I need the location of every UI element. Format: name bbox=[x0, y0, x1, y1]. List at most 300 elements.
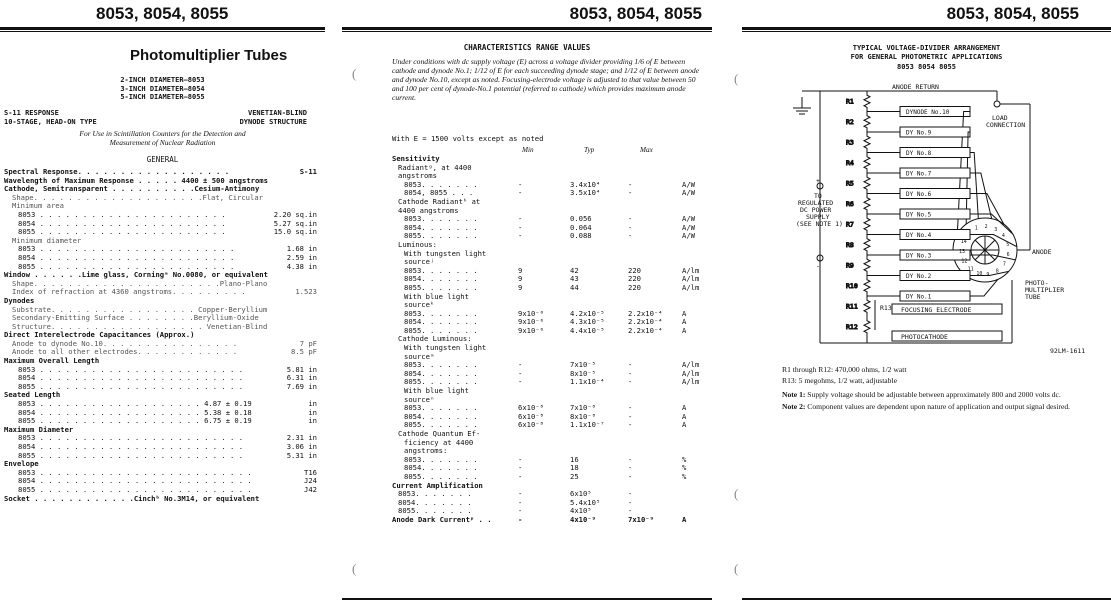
pin-number: 11 bbox=[967, 266, 974, 273]
typ-value: 4.3x10⁻⁵ bbox=[570, 317, 605, 327]
resistor-label: R1 bbox=[846, 97, 854, 106]
row-label: 8054. . . . . . . bbox=[404, 222, 478, 232]
header-rule-thin bbox=[342, 31, 712, 32]
spec-label: 8053 . . . . . . . . . . . . . . . . . . . . . . . . . bbox=[18, 467, 252, 477]
plus-label: + bbox=[816, 177, 820, 185]
diameter-item: 2-INCH DIAMETER—8053 bbox=[120, 76, 205, 84]
focusing-label: FOCUSING ELECTRODE bbox=[901, 306, 972, 314]
dynode-label: DY No.7 bbox=[906, 170, 932, 178]
resistor-1 bbox=[864, 91, 870, 112]
row-label: 8054, 8055 . . . bbox=[404, 188, 474, 198]
pin-number: 13 bbox=[959, 248, 966, 255]
row-label: sourceⁿ bbox=[404, 394, 435, 404]
spec-value: T16 bbox=[304, 467, 317, 477]
table-row bbox=[392, 164, 712, 173]
spec-label: Minimum area bbox=[12, 201, 64, 211]
anode-label: ANODE bbox=[1032, 248, 1052, 256]
typ-value: 6x10⁵ bbox=[570, 489, 592, 499]
min-value: - bbox=[518, 489, 523, 499]
dynode-label: DY No.1 bbox=[906, 293, 932, 301]
row-label: 8054. . . . . . . bbox=[404, 317, 478, 327]
supply-label-4: SUPPLY bbox=[806, 213, 830, 221]
photocathode-label: PHOTOCATHODE bbox=[901, 333, 948, 341]
unit-value: % bbox=[682, 463, 687, 473]
row-label: 8054. . . . . . . bbox=[404, 463, 478, 473]
resistor-label: R11 bbox=[846, 302, 858, 311]
resistor-label: R7 bbox=[846, 220, 854, 229]
general-spec-list bbox=[4, 168, 321, 503]
supply-label-2: REGULATED bbox=[798, 199, 834, 207]
unit-value: A/W bbox=[682, 214, 695, 224]
spec-label: 8054 . . . . . . . . . . . . . . . . . . . . . . . . . bbox=[18, 476, 252, 486]
spec-value: in bbox=[308, 399, 317, 409]
spec-value: 3.06 in bbox=[286, 442, 317, 451]
max-value: - bbox=[628, 214, 633, 224]
resistor-9 bbox=[864, 255, 870, 276]
note-1-text: Supply voltage should be adjustable between approximately 800 and 2000 volts dc. bbox=[805, 390, 1061, 399]
dynode-label: DYNODE No.10 bbox=[906, 109, 950, 116]
spec-label: Envelope bbox=[4, 459, 39, 469]
unit-value: A/lm bbox=[682, 265, 700, 275]
row-label: 8053. . . . . . . bbox=[404, 360, 478, 370]
tube-types: 8053 8054 8055 bbox=[896, 63, 956, 72]
spec-label: Anode to all other electrodes. . . . . . . . . . . . bbox=[12, 347, 238, 357]
spec-label: 8054 . . . . . . . . . . . . . . . . . . . 5.38 ± 0.18 bbox=[18, 407, 252, 417]
typ-value: 16 bbox=[570, 454, 579, 464]
min-value: - bbox=[518, 368, 523, 378]
section-title: CHARACTERISTICS RANGE VALUES bbox=[463, 43, 591, 52]
header-rule-thin bbox=[742, 31, 1111, 32]
typ-value: 42 bbox=[570, 265, 579, 275]
row-label: sourceʲ bbox=[404, 257, 435, 267]
resistor-label: R4 bbox=[846, 158, 854, 167]
spec-value: J24 bbox=[304, 476, 317, 486]
response-line: S-11 RESPONSE bbox=[4, 109, 59, 117]
row-label: angstroms bbox=[398, 171, 437, 181]
header-rule bbox=[0, 27, 325, 30]
resistor-label: R12 bbox=[846, 322, 858, 331]
max-value: 2.2x10⁻⁴ bbox=[628, 317, 663, 327]
resistor-spec-2: R13: 5 megohms, 1/2 watt, adjustable bbox=[782, 376, 897, 385]
venetian-line: VENETIAN-BLIND bbox=[247, 109, 307, 117]
min-header: Min bbox=[522, 146, 534, 154]
max-value: - bbox=[628, 377, 633, 387]
row-label: ficiency at 4400 bbox=[404, 437, 474, 447]
footer-rule bbox=[742, 598, 1111, 600]
row-label: 4400 angstroms bbox=[398, 205, 459, 215]
row-label: 8055. . . . . . . bbox=[404, 231, 478, 241]
resistor-4 bbox=[864, 153, 870, 174]
supply-label-3: DC POWER bbox=[800, 206, 832, 214]
page-header: 8053, 8054, 8055 bbox=[946, 4, 1079, 23]
dynode-lead bbox=[970, 235, 1017, 247]
unit-value: A/lm bbox=[682, 282, 700, 292]
spec-label: Maximum Diameter bbox=[4, 424, 74, 434]
row-label: Radiantᵍ, at 4400 bbox=[398, 162, 472, 172]
max-value: - bbox=[628, 454, 633, 464]
characteristics-table bbox=[392, 155, 712, 525]
row-label: 8053. . . . . . . bbox=[404, 403, 478, 413]
section-heading: GENERAL bbox=[146, 155, 179, 164]
spec-row bbox=[4, 495, 321, 504]
supply-label-1: TO bbox=[814, 192, 822, 200]
typ-value: 0.056 bbox=[570, 214, 592, 224]
spec-label: Anode to dynode No.10. . . . . . . . . . . . . . . . bbox=[12, 338, 238, 348]
spec-label: 8055 . . . . . . . . . . . . . . . . . . . . . . . . . bbox=[18, 484, 252, 494]
table-row bbox=[392, 516, 712, 525]
spec-label: Socket . . . . . . . . . . . .Cinchᵇ No.3M14, or equivalent bbox=[4, 493, 260, 503]
pin-number: 1 bbox=[974, 225, 978, 232]
unit-value: A/lm bbox=[682, 368, 700, 378]
min-value: 9 bbox=[518, 265, 523, 275]
spec-label: 8054 . . . . . . . . . . . . . . . . . . . . . . bbox=[18, 218, 226, 228]
column-headers bbox=[392, 146, 712, 155]
unit-value: A/W bbox=[682, 179, 695, 189]
max-value: - bbox=[628, 179, 633, 189]
table-row bbox=[392, 293, 712, 302]
pin-number: 10 bbox=[976, 271, 983, 278]
pin-number: 7 bbox=[1002, 261, 1006, 268]
spec-label: 8055 . . . . . . . . . . . . . . . . . . . 6.75 ± 0.19 bbox=[18, 416, 252, 426]
spec-label: 8053 . . . . . . . . . . . . . . . . . . . . . . . . bbox=[18, 364, 244, 374]
minus-label: - bbox=[816, 262, 820, 270]
row-label: sourceᵏ bbox=[404, 300, 435, 310]
max-value: 220 bbox=[628, 274, 641, 284]
dynode-label: DY No.2 bbox=[906, 273, 932, 280]
spec-value: 1.523 bbox=[295, 287, 317, 297]
row-label: With tungsten light bbox=[404, 343, 487, 353]
note-2-text: Component values are dependent upon nature of application and output signal desired. bbox=[805, 402, 1071, 411]
min-value: - bbox=[518, 506, 523, 516]
min-value: 9x10⁻⁶ bbox=[518, 308, 544, 318]
row-label: 8055. . . . . . . bbox=[398, 506, 472, 516]
spec-label: 8055 . . . . . . . . . . . . . . . . . . . . . . . . bbox=[18, 381, 244, 391]
row-label: With tungsten light bbox=[404, 248, 487, 258]
dynode-label: DY No.9 bbox=[906, 129, 932, 137]
max-value: - bbox=[628, 489, 633, 499]
spec-label: Cathode, Semitransparent . . . . . . . . . .Cesium-Antimony bbox=[4, 184, 260, 194]
row-label: sourceᵐ bbox=[404, 351, 435, 361]
spec-value: 2.59 in bbox=[286, 252, 317, 262]
resistor-3 bbox=[864, 132, 870, 153]
spec-label: Secondary-Emitting Surface . . . . . . . .Beryllium-Oxide bbox=[12, 313, 259, 323]
page-1 bbox=[0, 0, 325, 604]
row-label: Luminous: bbox=[398, 239, 437, 249]
load-label-2: CONNECTION bbox=[986, 121, 1026, 129]
min-value: - bbox=[518, 222, 523, 232]
max-value: - bbox=[628, 463, 633, 473]
row-label: 8053. . . . . . . bbox=[404, 454, 478, 464]
spec-label: Seated Length bbox=[4, 390, 61, 400]
unit-value: A bbox=[682, 403, 687, 413]
tube-label-1: PHOTO- bbox=[1025, 279, 1049, 287]
max-value: - bbox=[628, 420, 633, 430]
header-rule bbox=[742, 27, 1111, 30]
resistor-label: R6 bbox=[846, 199, 854, 208]
margin-mark: ( bbox=[734, 561, 739, 576]
unit-value: % bbox=[682, 471, 687, 481]
margin-mark: ( bbox=[352, 561, 357, 576]
diameter-item: 3-INCH DIAMETER—8054 bbox=[120, 84, 205, 93]
stage-line: 10-STAGE, HEAD-ON TYPE bbox=[4, 117, 97, 126]
min-value: - bbox=[518, 471, 523, 481]
spec-value: 7.69 in bbox=[286, 381, 317, 391]
typ-value: 0.064 bbox=[570, 222, 592, 232]
notes bbox=[782, 390, 1082, 411]
pin-number: 4 bbox=[1001, 233, 1005, 240]
unit-value: A/lm bbox=[682, 274, 700, 284]
row-label: Cathode Quantum Ef- bbox=[398, 429, 481, 438]
min-value: - bbox=[518, 377, 523, 387]
usage-text: For Use in Scintillation Counters for the Detection and Measurement of Nuclear Radiation bbox=[79, 129, 246, 147]
note-1 bbox=[782, 390, 1082, 399]
margin-mark: ( bbox=[734, 71, 739, 86]
note-1-label: Note 1: bbox=[782, 390, 806, 399]
page-header: 8053, 8054, 8055 bbox=[96, 4, 229, 23]
typ-value: 4x10⁵ bbox=[570, 506, 592, 516]
spec-label: Spectral Response. . . . . . . . . . . . . . . . . . bbox=[4, 167, 230, 176]
spec-value: 5.81 in bbox=[286, 364, 317, 374]
row-label: 8054. . . . . . . bbox=[398, 497, 472, 507]
row-label: 8053. . . . . . . bbox=[404, 179, 478, 189]
row-label: angstroms: bbox=[404, 446, 448, 456]
spec-value: 8.5 pF bbox=[291, 347, 317, 357]
typ-value: 7x10⁻⁸ bbox=[570, 403, 596, 413]
spec-label: Index of refraction at 4360 angstroms. . . . . . . . . bbox=[12, 287, 246, 297]
spec-label: Shape. . . . . . . . . . . . . . . . . . . .Flat, Circular bbox=[12, 192, 263, 202]
row-label: 8053. . . . . . . bbox=[404, 265, 478, 275]
max-value: - bbox=[628, 368, 633, 378]
spec-value: in bbox=[308, 416, 317, 426]
typ-value: 1.1x10⁻⁴ bbox=[570, 377, 605, 387]
diameter-list bbox=[0, 76, 325, 102]
unit-value: A/lm bbox=[682, 360, 700, 370]
spec-label: 8054 . . . . . . . . . . . . . . . . . . . . . . . bbox=[18, 252, 235, 262]
dynode-label: DY No.3 bbox=[906, 252, 932, 260]
min-value: 6x10⁻⁸ bbox=[518, 403, 544, 413]
unit-value: % bbox=[682, 454, 687, 464]
row-label: 8055. . . . . . . bbox=[404, 471, 478, 481]
row-label: 8055. . . . . . . bbox=[404, 377, 478, 387]
min-value: - bbox=[518, 497, 523, 507]
resistor-label: R8 bbox=[846, 240, 854, 249]
spec-label: 8053 . . . . . . . . . . . . . . . . . . . . . . bbox=[18, 209, 226, 219]
spec-value: 5.31 in bbox=[286, 450, 317, 460]
dynode-spec bbox=[240, 109, 307, 126]
typ-value: 3.5x10⁴ bbox=[570, 188, 601, 198]
row-label: Cathode Luminous: bbox=[398, 334, 472, 344]
resistor-10 bbox=[864, 276, 870, 297]
spec-value: S-11 bbox=[299, 167, 317, 176]
spec-value: J42 bbox=[304, 484, 317, 494]
row-label: 8054. . . . . . . bbox=[404, 368, 478, 378]
resistor-12 bbox=[864, 317, 870, 338]
spec-label: Direct Interelectrode Capacitances (Approx.) bbox=[4, 330, 195, 340]
page-2 bbox=[342, 0, 712, 604]
tube-label-2: MULTIPLIER bbox=[1025, 286, 1065, 294]
voltage-note: With E = 1500 volts except as noted bbox=[392, 134, 544, 143]
r13-label: R13 bbox=[880, 304, 892, 312]
resistor-7 bbox=[864, 214, 870, 235]
typ-value: 43 bbox=[570, 274, 579, 284]
table-row bbox=[392, 387, 712, 396]
dynode-label: DY No.5 bbox=[906, 211, 932, 219]
min-value: 6x10⁻⁸ bbox=[518, 411, 544, 421]
min-value: 9 bbox=[518, 274, 523, 284]
table-row bbox=[392, 344, 712, 353]
row-label: Anode Dark Currentᵖ . . bbox=[392, 514, 492, 524]
min-value: - bbox=[518, 179, 523, 189]
diagram-title bbox=[742, 44, 1111, 72]
spec-label: Structure. . . . . . . . . . . . . . . . . . Venetian-Blind bbox=[12, 321, 268, 331]
pin-number: 9 bbox=[986, 271, 990, 278]
max-value: 2.2x10⁻⁴ bbox=[628, 325, 663, 335]
unit-value: A/W bbox=[682, 188, 695, 198]
max-header: Max bbox=[640, 146, 653, 154]
row-label: With blue light bbox=[404, 386, 469, 396]
row-label: With blue light bbox=[404, 291, 469, 301]
diameter-item: 5-INCH DIAMETER—8055 bbox=[120, 93, 205, 101]
spec-value: 15.0 sq.in bbox=[273, 227, 317, 237]
row-label: 8054. . . . . . . bbox=[404, 411, 478, 421]
typ-value: 7x10⁻⁵ bbox=[570, 360, 596, 370]
row-label: 8053. . . . . . . bbox=[404, 308, 478, 318]
typ-header: Typ bbox=[584, 146, 595, 154]
margin-mark: ( bbox=[352, 66, 357, 81]
min-value: - bbox=[518, 360, 523, 370]
resistor-11 bbox=[864, 296, 870, 317]
min-value: - bbox=[518, 514, 523, 524]
max-value: 7x10⁻⁹ bbox=[628, 514, 654, 524]
resistor-2 bbox=[864, 112, 870, 133]
dynode-label: DY No.8 bbox=[906, 150, 932, 157]
min-value: - bbox=[518, 188, 523, 198]
table-row bbox=[392, 250, 712, 259]
resistor-label: R10 bbox=[846, 281, 858, 290]
spec-label: 8053 . . . . . . . . . . . . . . . . . . . . . . . bbox=[18, 244, 235, 254]
unit-value: A bbox=[682, 420, 687, 430]
pin-number: 12 bbox=[961, 258, 968, 265]
pin-number: 8 bbox=[995, 268, 999, 275]
typ-value: 44 bbox=[570, 282, 579, 292]
pin-number: 5 bbox=[1006, 242, 1010, 249]
resistor-label: R9 bbox=[846, 261, 854, 270]
resistor-specs bbox=[782, 364, 906, 386]
row-label: 8055. . . . . . . bbox=[404, 325, 478, 335]
supply-label-5: (SEE NOTE 1) bbox=[796, 220, 843, 228]
page-3 bbox=[742, 0, 1111, 604]
spec-label: 8055 . . . . . . . . . . . . . . . . . . . . . . . . bbox=[18, 450, 244, 460]
typ-value: 5.4x10⁵ bbox=[570, 497, 601, 507]
max-value: 220 bbox=[628, 265, 641, 275]
header-rule bbox=[342, 27, 712, 30]
max-value: - bbox=[628, 231, 633, 241]
unit-value: A bbox=[682, 411, 687, 421]
header-rule-thin bbox=[0, 31, 325, 32]
resistor-spec-1: R1 through R12: 470,000 ohms, 1/2 watt bbox=[782, 365, 907, 374]
footer-rule bbox=[342, 598, 712, 600]
typ-value: 4x10⁻⁹ bbox=[570, 514, 596, 524]
pin-number: 3 bbox=[994, 226, 998, 233]
page-header: 8053, 8054, 8055 bbox=[569, 4, 702, 23]
typ-value: 25 bbox=[570, 471, 579, 481]
spec-label: Maximum Overall Length bbox=[4, 356, 100, 366]
load-label-1: LOAD bbox=[992, 114, 1008, 122]
spec-label: 8055 . . . . . . . . . . . . . . . . . . . . . . . bbox=[18, 261, 235, 271]
spec-label: Dynodes bbox=[4, 295, 35, 305]
table-row bbox=[392, 232, 712, 241]
spec-label: 8055 . . . . . . . . . . . . . . . . . . . . . . bbox=[18, 227, 226, 237]
note-2 bbox=[782, 402, 1082, 411]
spec-value: 6.31 in bbox=[286, 373, 317, 383]
typ-value: 18 bbox=[570, 463, 579, 473]
unit-value: A bbox=[682, 317, 687, 327]
row-label: 8055. . . . . . . bbox=[404, 420, 478, 430]
row-label: Current Amplification bbox=[392, 480, 483, 490]
resistor-label: R3 bbox=[846, 138, 854, 147]
spec-value: 5.27 sq.in bbox=[273, 218, 317, 228]
max-value: - bbox=[628, 360, 633, 370]
spec-label: Substrate. . . . . . . . . . . . . . . . . Copper-Beryllium bbox=[12, 304, 268, 314]
min-value: - bbox=[518, 463, 523, 473]
pin-number: 2 bbox=[984, 224, 988, 231]
spec-label: 8054 . . . . . . . . . . . . . . . . . . . . . . . . bbox=[18, 442, 244, 451]
spec-label: Shape. . . . . . . . . . . . . . . . . . . . . .Plano-Plano bbox=[12, 278, 268, 288]
unit-value: A bbox=[682, 325, 687, 335]
row-label: 8053. . . . . . . bbox=[398, 489, 472, 499]
resistor-8 bbox=[864, 235, 870, 256]
min-value: - bbox=[518, 454, 523, 464]
spec-value: 1.68 in bbox=[286, 244, 317, 254]
row-label: 8055. . . . . . . bbox=[404, 282, 478, 292]
spec-row bbox=[4, 452, 321, 461]
pin-number: 14 bbox=[960, 239, 967, 246]
conditions-text: Under conditions with dc supply voltage (E) across a voltage divider providing 1/6 of E between cathode and dynode No.1; 1/12 of E for each succeeding dynode stage; and 1/12 of E between anode and dynode No.10, except as noted. Focusing-electrode voltage is adjusted to that value between 50 and 100 per cent of dynode-No.1 potential (referred to cathode) which provides maximum anode current. bbox=[392, 57, 700, 102]
note-2-label: Note 2: bbox=[782, 402, 806, 411]
max-value: - bbox=[628, 471, 633, 481]
unit-value: A/W bbox=[682, 231, 695, 241]
pin-number: 6 bbox=[1006, 252, 1010, 259]
max-value: 220 bbox=[628, 282, 641, 292]
min-value: - bbox=[518, 214, 523, 224]
typ-value: 0.088 bbox=[570, 231, 592, 241]
max-value: 2.2x10⁻⁴ bbox=[628, 308, 663, 318]
page-title: Photomultiplier Tubes bbox=[130, 47, 288, 64]
min-value: 6x10⁻⁸ bbox=[518, 420, 544, 430]
spec-row bbox=[4, 288, 321, 297]
spec-value: 7 pF bbox=[299, 338, 317, 348]
typ-value: 1.1x10⁻⁷ bbox=[570, 420, 605, 430]
resistor-chain bbox=[846, 91, 875, 343]
spec-label: Wavelength of Maximum Response . . . . . 4400 ± 500 angstroms bbox=[4, 175, 268, 185]
margin-mark: ( bbox=[734, 486, 739, 501]
diagram-title-line-1: TYPICAL VOLTAGE-DIVIDER ARRANGEMENT bbox=[852, 44, 1001, 52]
diagram-title-line-2: FOR GENERAL PHOTOMETRIC APPLICATIONS bbox=[850, 52, 1003, 61]
spec-label: 8053 . . . . . . . . . . . . . . . . . . . . . . . . bbox=[18, 433, 244, 443]
min-value: 9x10⁻⁶ bbox=[518, 325, 544, 335]
max-value: - bbox=[628, 188, 633, 198]
spec-value: in bbox=[308, 407, 317, 417]
resistor-label: R2 bbox=[846, 117, 854, 126]
voltage-divider-diagram bbox=[742, 80, 1111, 370]
resistor-6 bbox=[864, 194, 870, 215]
resistor-label: R5 bbox=[846, 179, 854, 188]
typ-value: 8x10⁻⁵ bbox=[570, 368, 596, 378]
max-value: - bbox=[628, 506, 633, 516]
response-spec bbox=[4, 109, 97, 126]
min-value: 9x10⁻⁶ bbox=[518, 317, 544, 327]
unit-value: A/W bbox=[682, 222, 695, 232]
